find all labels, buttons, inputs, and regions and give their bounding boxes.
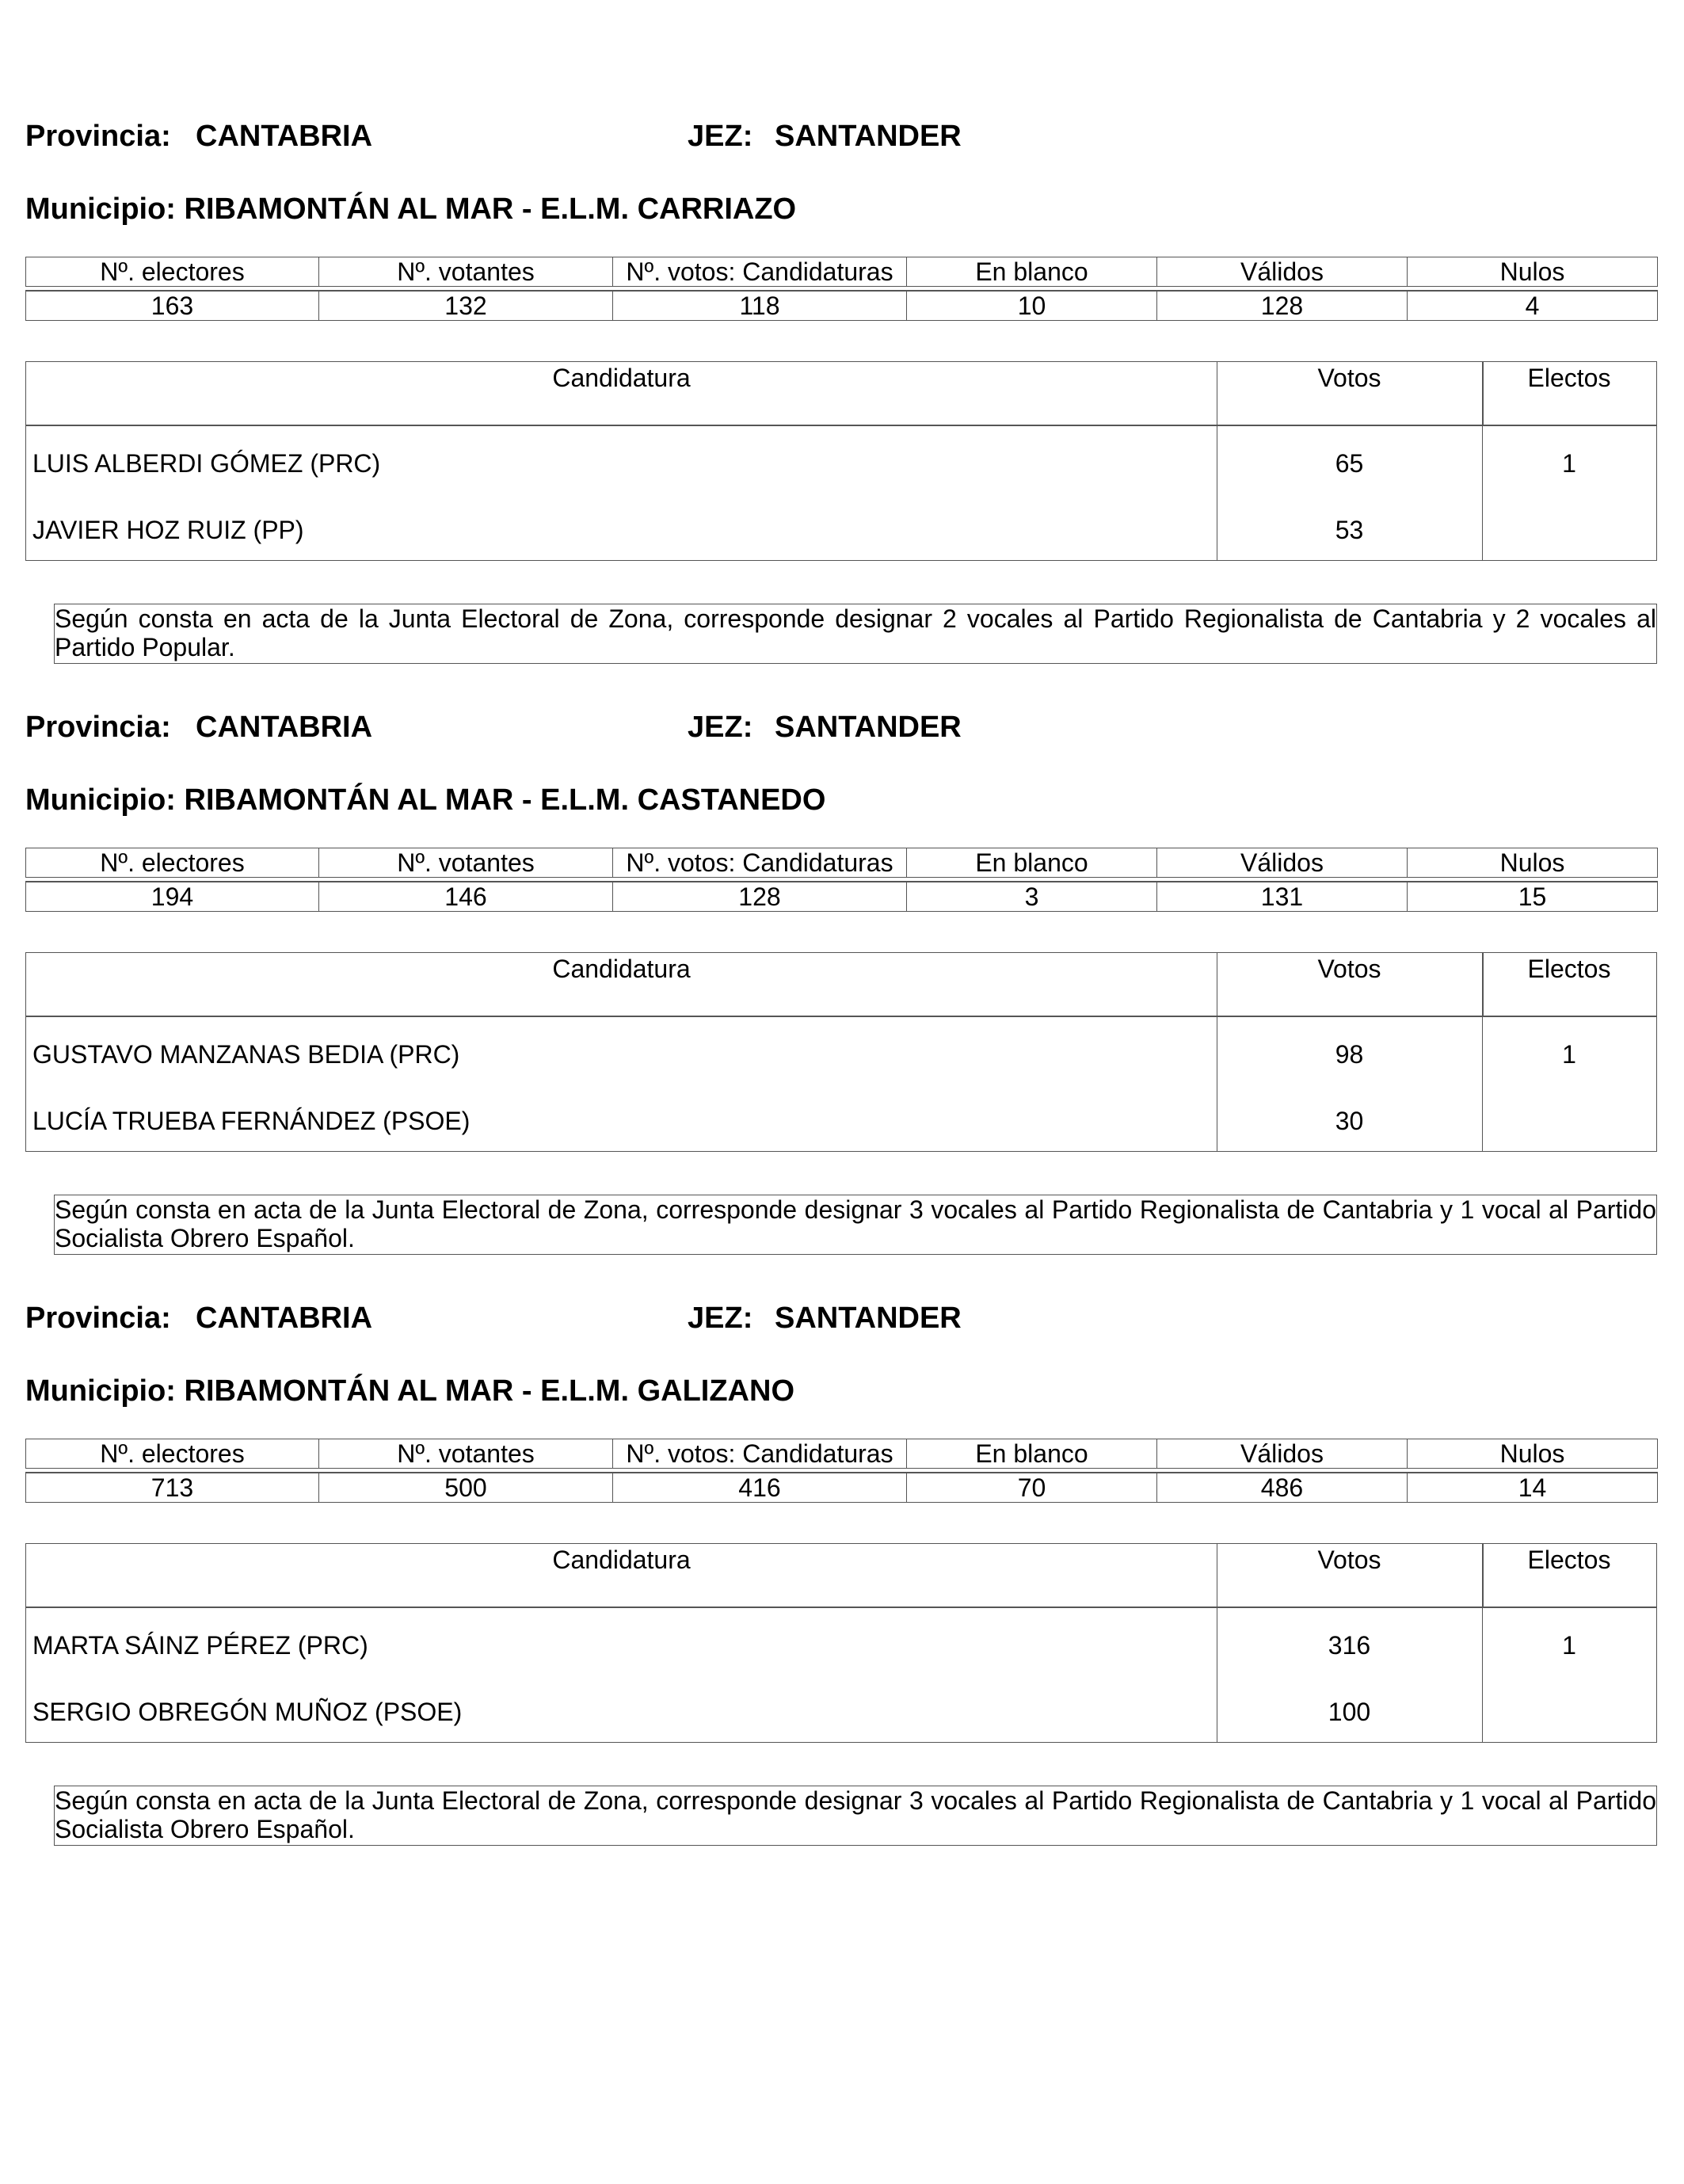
stats-header-nulos: Nulos	[1408, 257, 1658, 287]
header-electos: Electos	[1527, 364, 1611, 392]
header-votos: Votos	[1317, 955, 1381, 983]
municipio-title: Municipio: RIBAMONTÁN AL MAR - E.L.M. GALIZANO	[25, 1374, 795, 1408]
stats-value-nulos: 4	[1408, 291, 1658, 321]
candidate-name: JAVIER HOZ RUIZ (PP)	[32, 516, 304, 544]
provincia-value: CANTABRIA	[196, 711, 373, 744]
candidate-name: SERGIO OBREGÓN MUÑOZ (PSOE)	[32, 1698, 463, 1726]
candidate-votos: 30	[1335, 1107, 1364, 1135]
stats-value-electores: 713	[26, 1473, 319, 1503]
stats-header-candidaturas: Nº. votos: Candidaturas	[613, 257, 907, 287]
candidate-electos: 1	[1562, 1040, 1576, 1069]
stats-header-electores: Nº. electores	[26, 848, 319, 878]
stats-value-blanco: 70	[907, 1473, 1157, 1503]
jez-label: JEZ:	[688, 120, 753, 153]
acta-note: Según consta en acta de la Junta Electoral de Zona, corresponde designar 2 vocales al Partido Regionalista de Cantabria y 2 vocales al Partido Popular.	[54, 604, 1657, 664]
jez-value: SANTANDER	[775, 711, 962, 744]
stats-header-candidaturas: Nº. votos: Candidaturas	[613, 1439, 907, 1469]
provincia-label: Provincia:	[25, 711, 171, 744]
stats-value-blanco: 3	[907, 882, 1157, 912]
jez-line	[688, 710, 962, 745]
divider	[26, 1607, 1656, 1608]
stats-value-blanco: 10	[907, 291, 1157, 321]
stats-header-electores: Nº. electores	[26, 257, 319, 287]
provincia-label: Provincia:	[25, 120, 171, 153]
provincia-value: CANTABRIA	[196, 1302, 373, 1335]
provincia-line	[25, 1301, 372, 1336]
header-candidatura: Candidatura	[552, 1546, 691, 1574]
jez-label: JEZ:	[688, 1302, 753, 1335]
header-candidatura: Candidatura	[552, 955, 691, 983]
stats-header-candidaturas: Nº. votos: Candidaturas	[613, 848, 907, 878]
candidate-votos: 65	[1335, 449, 1364, 478]
stats-value-electores: 194	[26, 882, 319, 912]
candidates-table	[25, 952, 1657, 1152]
stats-value-votantes: 132	[319, 291, 613, 321]
stats-header-validos: Válidos	[1157, 257, 1408, 287]
candidate-votos: 53	[1335, 516, 1364, 544]
candidates-table	[25, 361, 1657, 561]
jez-value: SANTANDER	[775, 1302, 962, 1335]
stats-value-validos: 486	[1157, 1473, 1408, 1503]
candidate-name: LUCÍA TRUEBA FERNÁNDEZ (PSOE)	[32, 1107, 471, 1135]
divider	[26, 1016, 1656, 1017]
candidate-votos: 100	[1328, 1698, 1371, 1726]
candidate-votos: 98	[1335, 1040, 1364, 1069]
stats-value-candidaturas: 416	[613, 1473, 907, 1503]
jez-label: JEZ:	[688, 711, 753, 744]
stats-value-nulos: 15	[1408, 882, 1658, 912]
stats-value-candidaturas: 118	[613, 291, 907, 321]
stats-header-blanco: En blanco	[907, 848, 1157, 878]
stats-header-validos: Válidos	[1157, 848, 1408, 878]
acta-note: Según consta en acta de la Junta Electoral de Zona, corresponde designar 3 vocales al Partido Regionalista de Cantabria y 1 vocal al Partido Socialista Obrero Español.	[54, 1195, 1657, 1255]
stats-header-electores: Nº. electores	[26, 1439, 319, 1469]
stats-header-validos: Válidos	[1157, 1439, 1408, 1469]
provincia-label: Provincia:	[25, 1302, 171, 1335]
stats-header-votantes: Nº. votantes	[319, 257, 613, 287]
stats-value-votantes: 146	[319, 882, 613, 912]
stats-header-votantes: Nº. votantes	[319, 848, 613, 878]
candidate-name: MARTA SÁINZ PÉREZ (PRC)	[32, 1631, 368, 1660]
stats-header-nulos: Nulos	[1408, 848, 1658, 878]
stats-table	[25, 1439, 1658, 1503]
stats-table	[25, 848, 1658, 912]
acta-note: Según consta en acta de la Junta Electoral de Zona, corresponde designar 3 vocales al Partido Regionalista de Cantabria y 1 vocal al Partido Socialista Obrero Español.	[54, 1786, 1657, 1846]
stats-header-votantes: Nº. votantes	[319, 1439, 613, 1469]
provincia-line	[25, 710, 372, 745]
candidate-electos: 1	[1562, 449, 1576, 478]
provincia-value: CANTABRIA	[196, 120, 373, 153]
municipio-title: Municipio: RIBAMONTÁN AL MAR - E.L.M. CARRIAZO	[25, 192, 797, 226]
candidate-name: LUIS ALBERDI GÓMEZ (PRC)	[32, 449, 381, 478]
stats-value-validos: 131	[1157, 882, 1408, 912]
stats-value-validos: 128	[1157, 291, 1408, 321]
stats-value-electores: 163	[26, 291, 319, 321]
stats-header-blanco: En blanco	[907, 1439, 1157, 1469]
jez-line	[688, 1301, 962, 1336]
candidate-votos: 316	[1328, 1631, 1371, 1660]
municipio-title: Municipio: RIBAMONTÁN AL MAR - E.L.M. CASTANEDO	[25, 783, 826, 817]
header-votos: Votos	[1317, 1546, 1381, 1574]
jez-value: SANTANDER	[775, 120, 962, 153]
provincia-line	[25, 119, 372, 154]
stats-header-nulos: Nulos	[1408, 1439, 1658, 1469]
divider	[26, 425, 1656, 426]
stats-header-blanco: En blanco	[907, 257, 1157, 287]
candidates-table	[25, 1543, 1657, 1743]
jez-line	[688, 119, 962, 154]
stats-value-votantes: 500	[319, 1473, 613, 1503]
header-electos: Electos	[1527, 955, 1611, 983]
header-electos: Electos	[1527, 1546, 1611, 1574]
stats-value-candidaturas: 128	[613, 882, 907, 912]
candidate-name: GUSTAVO MANZANAS BEDIA (PRC)	[32, 1040, 460, 1069]
header-candidatura: Candidatura	[552, 364, 691, 392]
header-votos: Votos	[1317, 364, 1381, 392]
candidate-electos: 1	[1562, 1631, 1576, 1660]
stats-table	[25, 257, 1658, 321]
stats-value-nulos: 14	[1408, 1473, 1658, 1503]
